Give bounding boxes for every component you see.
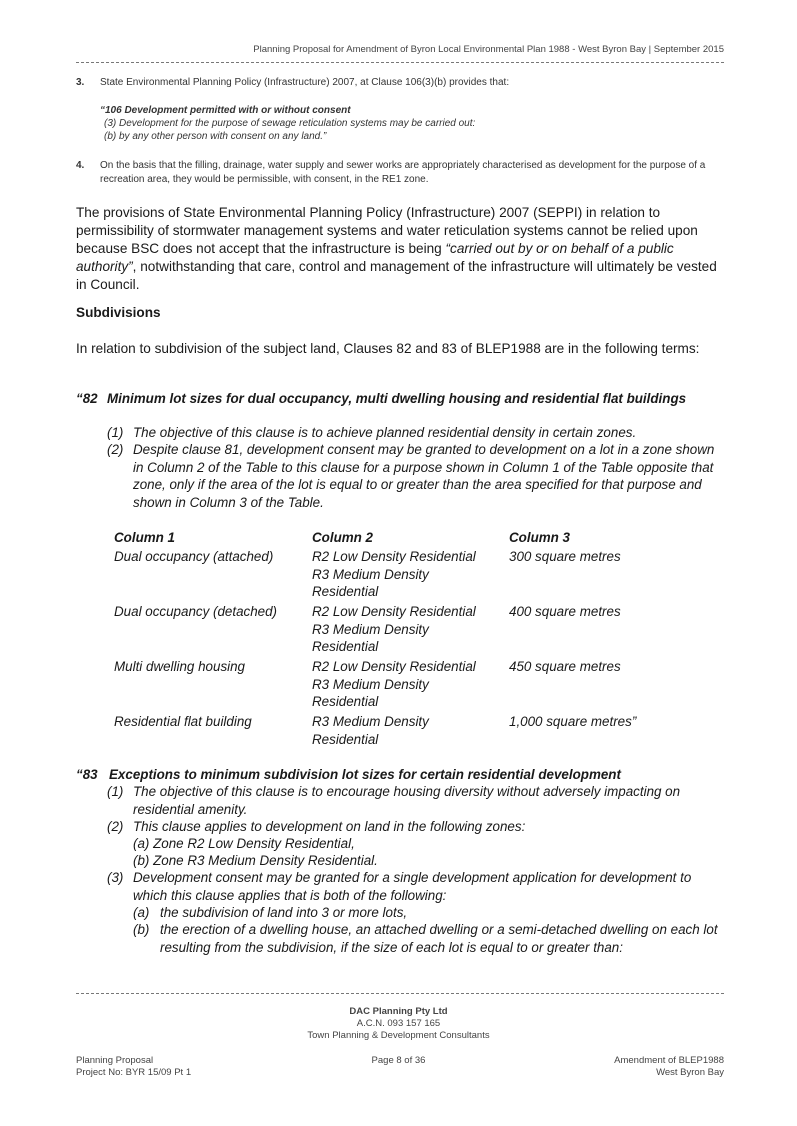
table-cell: Dual occupancy (attached) [114, 549, 274, 564]
table-cell: Residential flat building [114, 714, 252, 729]
table-header: Column 3 [509, 530, 571, 545]
clause-82-number: “82 [76, 391, 98, 406]
clause-83-sub-number: (1) [107, 784, 124, 799]
clause-82-sub-text: Despite clause 81, development consent may be granted to development on a lot in a zone shown in Column 2 of the Table to this clause for a purpose shown in Column 1 of the Table opposite that zone, only if the area of the lot is equal to or greater than the area specified for that purpose and shown in Column 3 of the Table. [133, 442, 715, 510]
clause-106-heading: “106 Development permitted with or without consent [100, 105, 351, 116]
subdivision-intro-paragraph: In relation to subdivision of the subject land, Clauses 82 and 83 of BLEP1988 are in the following terms: [76, 341, 700, 356]
table-cell: R3 Medium Density Residential [312, 714, 429, 747]
clause-83-zone-item: (b) Zone R3 Medium Density Residential. [133, 853, 378, 868]
company-acn: A.C.N. 093 157 165 [356, 1018, 441, 1029]
table-cell: 300 square metres [509, 549, 621, 564]
clause-83-number: “83 [76, 767, 98, 782]
clause-82-title: Minimum lot sizes for dual occupancy, multi dwelling housing and residential flat buildings [107, 391, 687, 406]
company-name: DAC Planning Pty Ltd [349, 1006, 448, 1017]
clause-83-sub-number: (2) [107, 819, 124, 834]
clause-82-sub-number: (1) [107, 425, 124, 440]
table-header: Column 1 [114, 530, 176, 545]
quoted-phrase: “carried out by or on behalf of a public authority” [76, 241, 674, 274]
footer-rule [76, 993, 724, 994]
table-header: Column 2 [312, 530, 374, 545]
footer-right: Amendment of BLEP1988 West Byron Bay [614, 1055, 724, 1078]
clause-106-line: (b) by any other person with consent on any land.” [104, 131, 327, 142]
table-cell: 450 square metres [509, 659, 621, 674]
table-cell: R2 Low Density Residential R3 Medium Density Residential [312, 549, 476, 599]
table-cell: R2 Low Density Residential R3 Medium Density Residential [312, 659, 476, 709]
clause-83-item-number: (b) [133, 922, 150, 937]
seppi-paragraph: The provisions of State Environmental Planning Policy (Infrastructure) 2007 (SEPPI) in relation to permissibility of stormwater management systems and water reticulation systems cannot be relied upon because BSC does not accept that the infrastructure is being “carried out by or on behalf of a public authority”, notwithstanding that care, control and management of the infrastructure will ultimately be vested in Council. [76, 205, 717, 292]
clause-83-sub-number: (3) [107, 870, 124, 885]
clause-83-sub-text: Development consent may be granted for a single development application for development to which this clause applies that is both of the following: [133, 870, 692, 903]
clause-83-item-text: the erection of a dwelling house, an attached dwelling or a semi-detached dwelling on each lot resulting from the subdivision, if the size of each lot is equal to or greater than: [160, 922, 718, 955]
footer-left: Planning Proposal Project No: BYR 15/09 Pt 1 [76, 1055, 192, 1078]
item-text: On the basis that the filling, drainage, water supply and sewer works are appropriately characterised as development for the purpose of a recreation area, they would be permissible, with consent, in the RE1 zone. [100, 160, 706, 185]
clause-82-sub-text: The objective of this clause is to achieve planned residential density in certain zones. [133, 425, 637, 440]
page-header: Planning Proposal for Amendment of Byron Local Environmental Plan 1988 - West Byron Bay | September 2015 [253, 44, 724, 55]
table-cell: Dual occupancy (detached) [114, 604, 278, 619]
header-rule [76, 62, 724, 63]
clause-82-sub-number: (2) [107, 442, 124, 457]
table-cell: Multi dwelling housing [114, 659, 246, 674]
clause-106-quote [100, 104, 475, 143]
clause-83-item-number: (a) [133, 905, 150, 920]
footer-company-block [0, 1006, 797, 1042]
company-tagline: Town Planning & Development Consultants [307, 1030, 490, 1041]
section-heading: Subdivisions [76, 305, 161, 320]
item-number: 3. [76, 77, 85, 88]
page-number: Page 8 of 36 [371, 1055, 426, 1066]
clause-83-item-text: the subdivision of land into 3 or more lots, [160, 905, 408, 920]
table-cell: 400 square metres [509, 604, 621, 619]
item-number: 4. [76, 160, 85, 171]
clause-83-sub-text: The objective of this clause is to encourage housing diversity without adversely impacting on residential amenity. [133, 784, 681, 817]
clause-83-zone-item: (a) Zone R2 Low Density Residential, [133, 836, 355, 851]
table-cell: 1,000 square metres” [509, 714, 637, 729]
item-text: State Environmental Planning Policy (Infrastructure) 2007, at Clause 106(3)(b) provides that: [100, 77, 510, 88]
table-cell: R2 Low Density Residential R3 Medium Density Residential [312, 604, 476, 654]
clause-106-line: (3) Development for the purpose of sewage reticulation systems may be carried out: [104, 118, 476, 129]
clause-83-title: Exceptions to minimum subdivision lot sizes for certain residential development [109, 767, 621, 782]
clause-83-sub-text: This clause applies to development on land in the following zones: [133, 819, 526, 834]
